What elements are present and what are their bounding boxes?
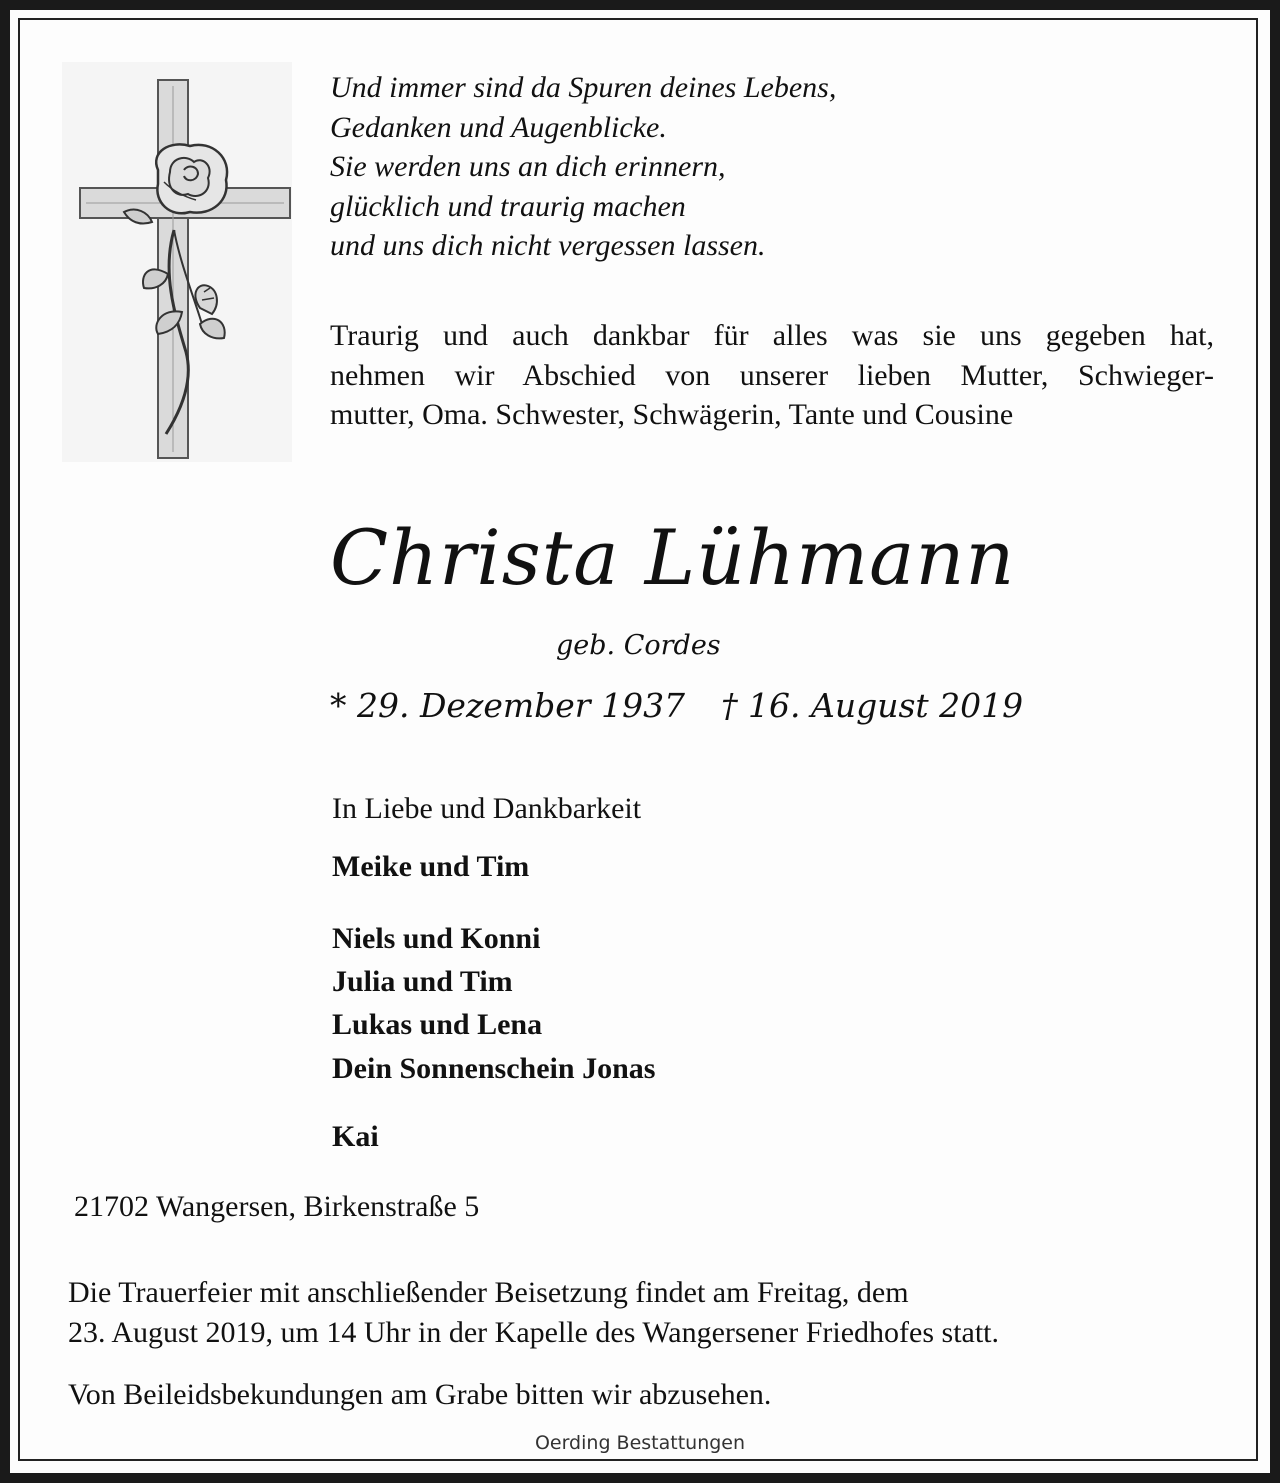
farewell-line: mutter, Oma. Schwester, Schwägerin, Tante und Cousine (330, 398, 1014, 431)
address: 21702 Wangersen, Birkenstraße 5 (74, 1190, 480, 1223)
maiden-name: geb. Cordes (556, 630, 721, 661)
signatory: Meike und Tim (332, 850, 530, 883)
farewell-line: Traurig und auch dankbar für alles was sie uns gegeben hat, (330, 319, 1214, 352)
obituary-page (10, 10, 1270, 1473)
signatory: Julia und Tim (332, 965, 513, 998)
poem-line: Sie werden uns an dich erinnern, (330, 150, 726, 183)
life-dates (330, 686, 1023, 725)
poem-line: Gedanken und Augenblicke. (330, 110, 667, 144)
condolence-request: Von Beileidsbekundungen am Grabe bitten wir abzusehen. (68, 1378, 772, 1411)
farewell-line: nehmen wir Abschied von unserer lieben Mutter, Schwieger- (330, 358, 1214, 392)
undertaker-name: Oerding Bestattungen (534, 1432, 746, 1454)
signatory: Kai (332, 1120, 379, 1153)
service-line: 23. August 2019, um 14 Uhr in der Kapelle des Wangersener Friedhofes statt. (68, 1316, 1000, 1349)
poem-line: Und immer sind da Spuren deines Lebens, (330, 71, 837, 104)
greeting: In Liebe und Dankbarkeit (332, 792, 642, 825)
cross-with-rose-icon (62, 62, 292, 462)
signatory: Lukas und Lena (332, 1008, 543, 1041)
deceased-name: Christa Lühmann (330, 513, 1016, 602)
signatory: Niels und Konni (332, 922, 541, 955)
service-line: Die Trauerfeier mit anschließender Beisetzung findet am Freitag, dem (68, 1276, 909, 1309)
poem-line: und uns dich nicht vergessen lassen. (330, 229, 766, 262)
poem (330, 68, 1210, 266)
signatory: Dein Sonnenschein Jonas (332, 1052, 656, 1085)
farewell-text (330, 316, 1214, 435)
poem-line: glücklich und traurig machen (330, 189, 686, 223)
funeral-service-info (68, 1273, 999, 1353)
death-date: † 16. August 2019 (721, 686, 1024, 725)
birth-date: * 29. Dezember 1937 (330, 686, 686, 725)
